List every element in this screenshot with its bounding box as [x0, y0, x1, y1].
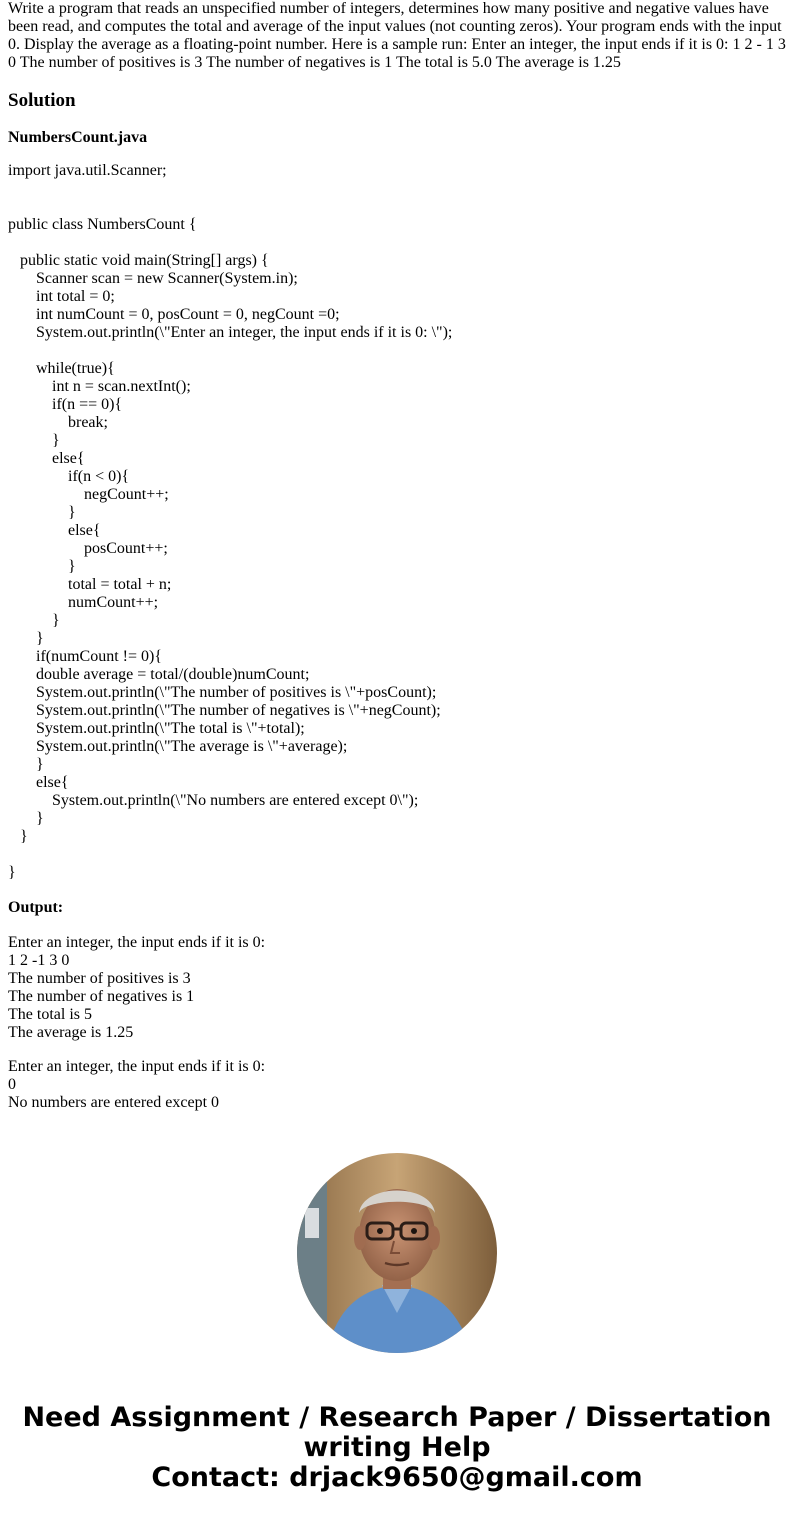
output-line: Enter an integer, the input ends if it is 0: — [8, 1058, 266, 1075]
code-line: else{ — [8, 450, 85, 467]
code-line: else{ — [8, 522, 101, 539]
code-line: public class NumbersCount { — [8, 216, 197, 233]
code-line: System.out.println(\"The number of positives is \"+posCount); — [8, 684, 437, 701]
code-line: System.out.println(\"The number of negatives is \"+negCount); — [8, 702, 441, 719]
code-line: } — [8, 630, 44, 647]
code-line — [8, 342, 786, 360]
question-text: Write a program that reads an unspecified number of integers, determines how many positive and negative values have been read, and computes the total and average of the input values (not counting zeros). Your program ends with the input 0. Display the average as a floating-point number. Here is a sample run: Enter an integer, the input ends if it is 0: 1 2 - 1 3 0 The number of positives is 3 The number of negatives is 1 The total is 5.0 The average is 1.25 — [8, 0, 786, 71]
code-line: numCount++; — [8, 594, 159, 611]
code-line: } — [8, 864, 16, 881]
code-line: } — [8, 828, 28, 845]
code-line: double average = total/(double)numCount; — [8, 666, 310, 683]
code-line: if(numCount != 0){ — [8, 648, 163, 665]
code-line: int total = 0; — [8, 288, 115, 305]
code-line: import java.util.Scanner; — [8, 162, 167, 179]
code-line: System.out.println(\"Enter an integer, the input ends if it is 0: \"); — [8, 324, 453, 341]
output-line: No numbers are entered except 0 — [8, 1094, 220, 1111]
code-line: } — [8, 432, 60, 449]
promo-contact: Contact: drjack9650@gmail.com — [151, 1462, 643, 1493]
code-line: total = total + n; — [8, 576, 172, 593]
output-line: 1 2 -1 3 0 — [8, 952, 70, 969]
code-line: if(n == 0){ — [8, 396, 123, 413]
code-line: } — [8, 558, 76, 575]
output-heading: Output: — [8, 899, 64, 916]
code-line: else{ — [8, 774, 69, 791]
output-line: 0 — [8, 1076, 16, 1093]
code-line — [8, 234, 786, 252]
code-line: Scanner scan = new Scanner(System.in); — [8, 270, 298, 287]
solution-heading: Solution — [8, 90, 76, 111]
code-line: break; — [8, 414, 108, 431]
code-line: } — [8, 756, 44, 773]
code-line — [8, 846, 786, 864]
output-line: The total is 5 — [8, 1006, 92, 1023]
output-line: The average is 1.25 — [8, 1024, 134, 1041]
promo-banner — [0, 1403, 794, 1493]
code-line: int numCount = 0, posCount = 0, negCount =0; — [8, 306, 340, 323]
code-line: } — [8, 612, 60, 629]
code-line: } — [8, 504, 76, 521]
code-line: } — [8, 810, 44, 827]
code-line: while(true){ — [8, 360, 115, 377]
output-run-2 — [8, 1058, 786, 1112]
code-line: posCount++; — [8, 540, 168, 557]
code-line: System.out.println(\"The total is \"+total); — [8, 720, 305, 737]
code-line — [8, 198, 786, 216]
output-run-1 — [8, 934, 786, 1042]
author-avatar — [297, 1153, 497, 1353]
output-line: The number of positives is 3 — [8, 970, 191, 987]
promo-line-2: writing Help — [303, 1432, 491, 1463]
output-line: The number of negatives is 1 — [8, 988, 195, 1005]
file-name-heading: NumbersCount.java — [8, 129, 148, 146]
code-line: int n = scan.nextInt(); — [8, 378, 191, 395]
code-line — [8, 180, 786, 198]
code-line: System.out.println(\"The average is \"+average); — [8, 738, 348, 755]
promo-line-1: Need Assignment / Research Paper / Dissertation — [22, 1402, 772, 1433]
code-line: System.out.println(\"No numbers are entered except 0\"); — [8, 792, 419, 809]
author-portrait-icon — [297, 1153, 497, 1353]
code-block — [8, 162, 786, 882]
output-line: Enter an integer, the input ends if it is 0: — [8, 934, 266, 951]
code-line: if(n < 0){ — [8, 468, 130, 485]
code-line: negCount++; — [8, 486, 169, 503]
code-line: public static void main(String[] args) { — [8, 252, 269, 269]
